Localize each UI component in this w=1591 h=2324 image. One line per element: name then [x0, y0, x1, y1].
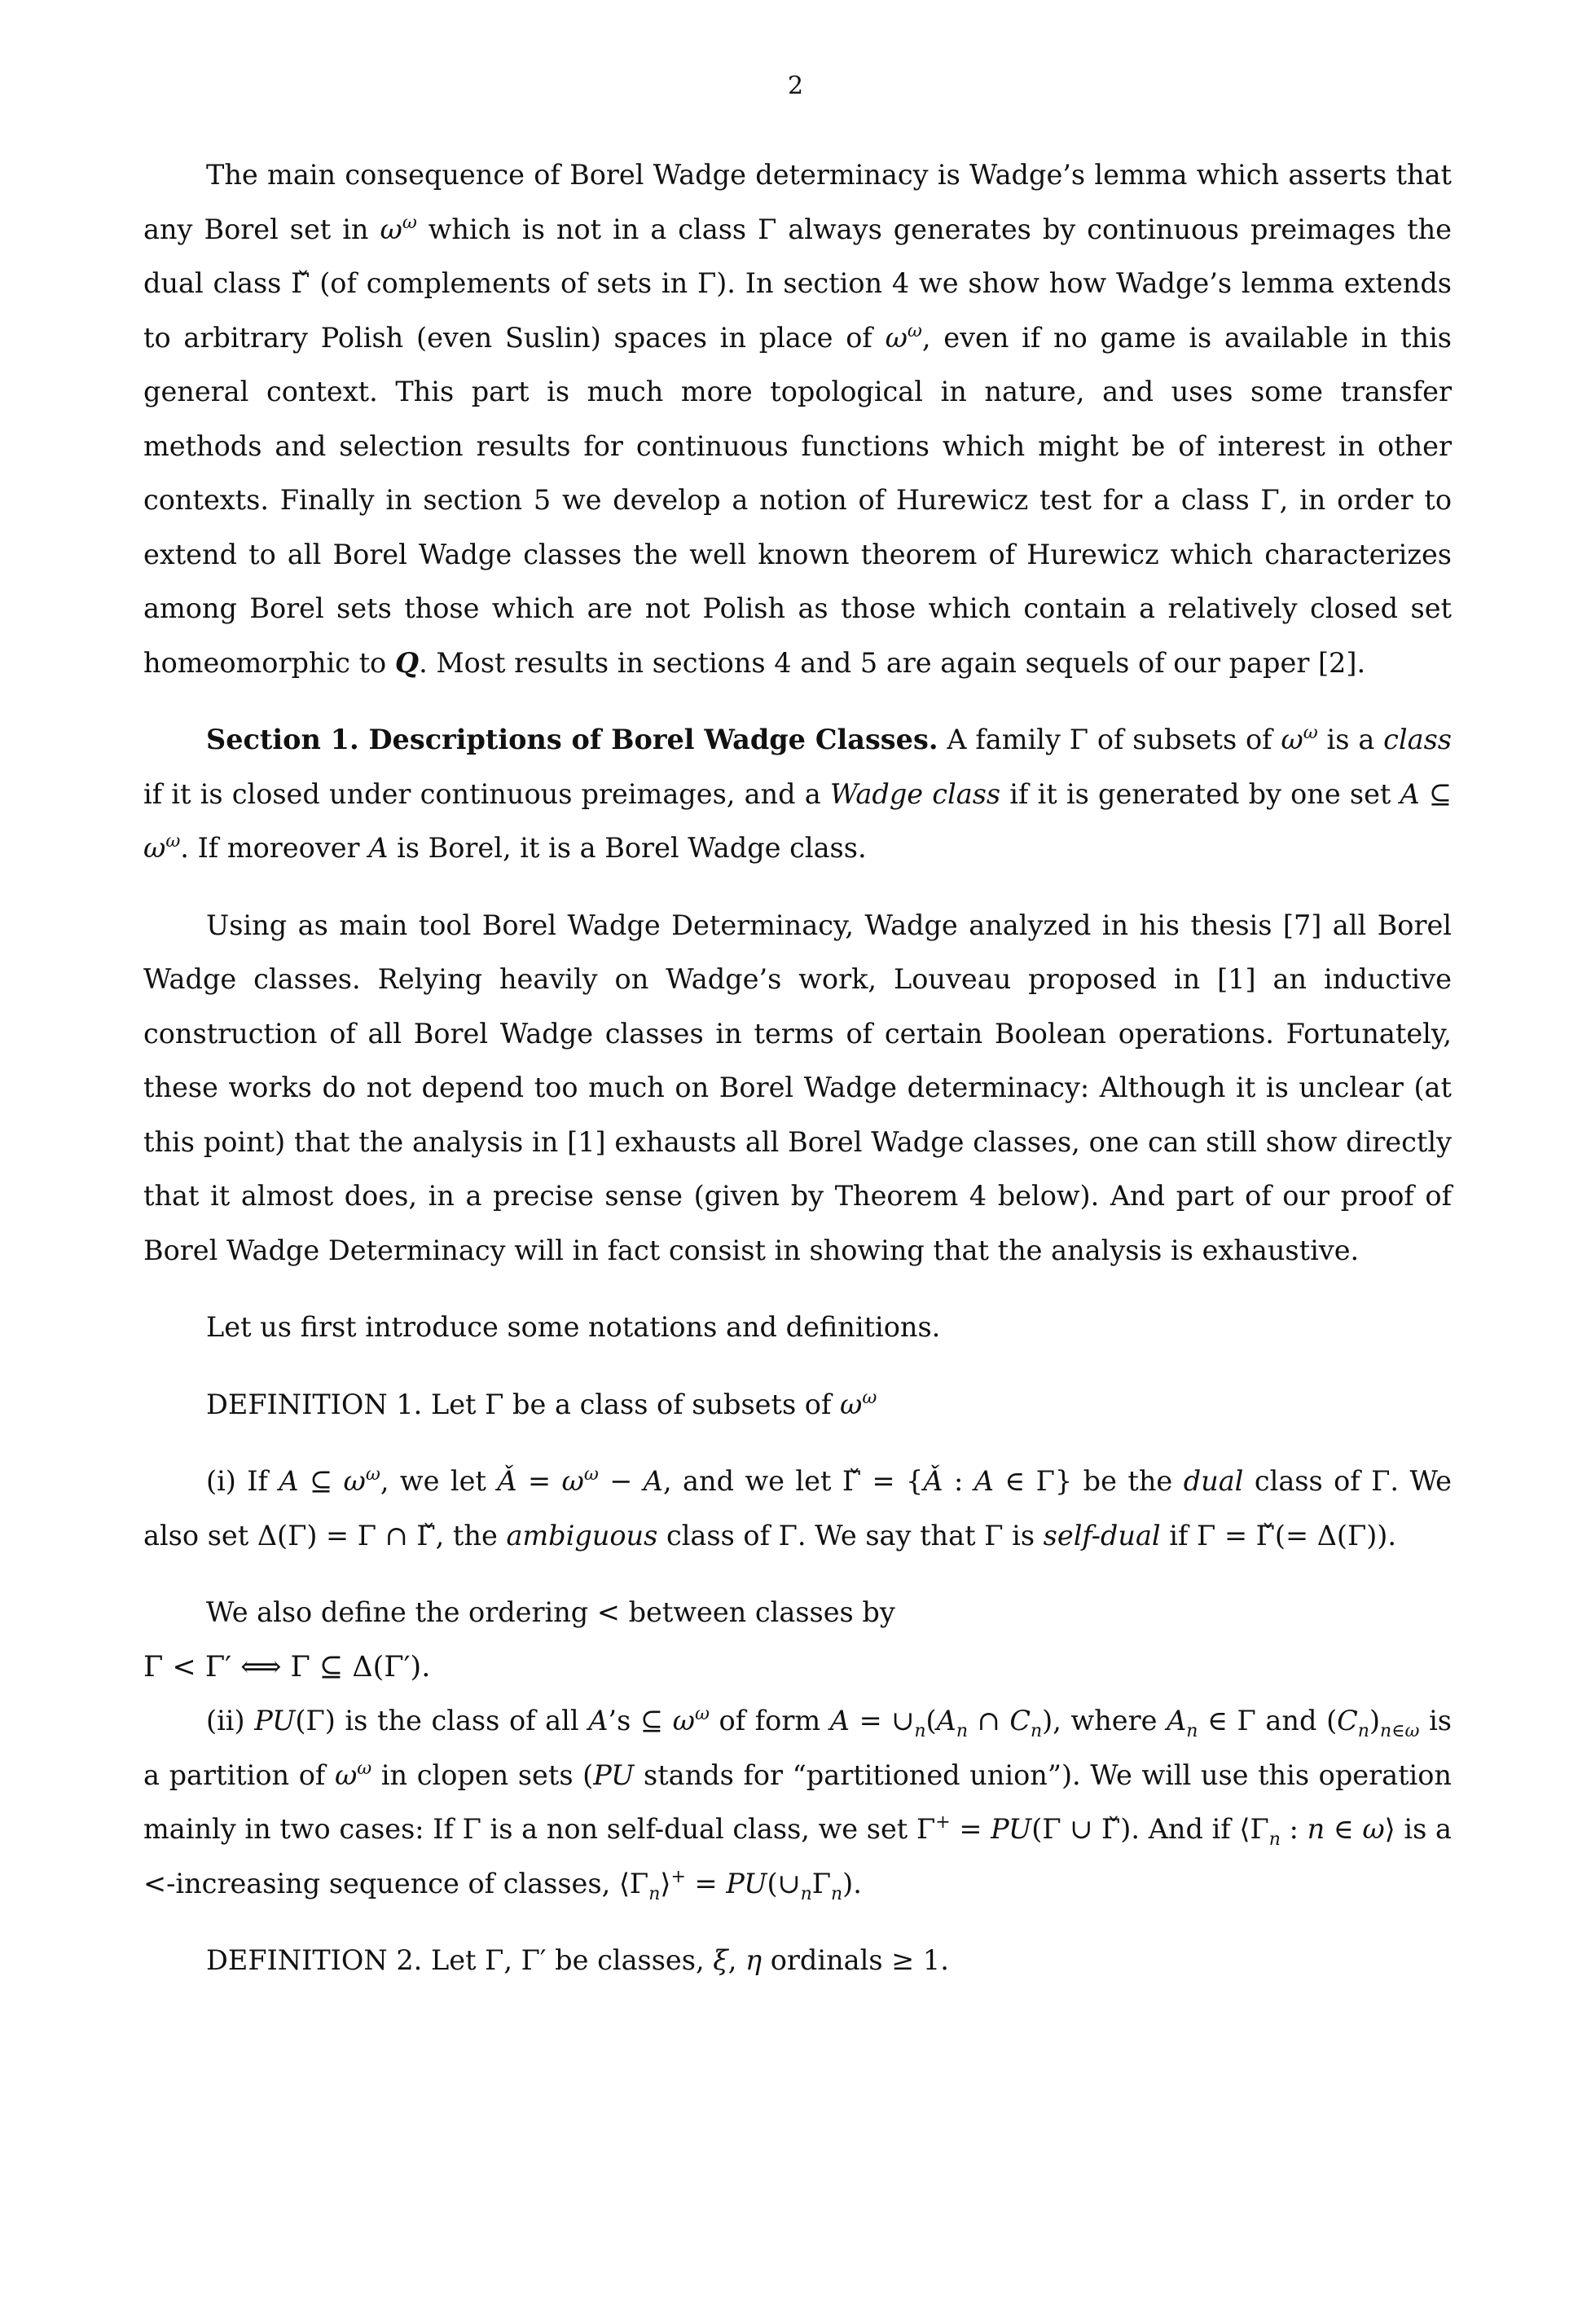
section-1-paragraph: Section 1. Descriptions of Borel Wadge Classes. A family Γ of subsets of $\omega^\omega$ is a class if it is closed under continuous preimages, and a Wadge class if it is generated by one set A ⊆ $\omega^\omega$. If moreover A is Borel, it is a Borel Wadge class.: [143, 723, 1452, 864]
paragraph-intro: The main consequence of Borel Wadge determinacy is Wadge’s lemma which asserts that any Borel set in $\omega^\omega$ which is not in a class Γ always generates by continuous preimages the dual class Γ̌ (of complements of sets in Γ). In section 4 we show how Wadge’s lemma extends to arbitrary Polish (even Suslin) spaces in place of $\omega^\omega$, even if no game is available in this general context. This part is much more topological in nature, and uses some transfer methods and selection results for continuous functions which might be of interest in other contexts. Finally in section 5 we develop a notion of Hurewicz test for a class Γ, in order to extend to all Borel Wadge classes the well known theorem of Hurewicz which characterizes among Borel sets those which are not Polish as those which contain a relatively closed set homeomorphic to Q. Most results in sections 4 and 5 are again sequels of our paper [2].: [143, 159, 1453, 679]
definition-1: DEFINITION 1. Let Γ be a class of subsets of $\omega^\omega$: [206, 1387, 877, 1420]
ordering-formula: Γ < Γ′ ⟺ Γ ⊆ Δ(Γ′).: [143, 1650, 431, 1684]
definition-1-label: DEFINITION 1.: [206, 1388, 423, 1420]
page-number: 2: [787, 72, 804, 100]
section-1-heading: Section 1. Descriptions of Borel Wadge Classes.: [206, 724, 938, 755]
definition-1-item-ii: (ii) PU(Γ) is the class of all A’s ⊆ $\omega^\omega$ of form $A = \cup_n(A_n$ ∩ $C_n$), where $A_n$ ∈ Γ and $(C_n)_{n\in\omega}$ is a partition of $\omega^\omega$ in clopen sets (PU stands for “partitioned union”). We will use this operation mainly in two cases: If Γ is a non self-dual class, we set Γ+ = PU(Γ ∪ Γ̌). And if $⟨\Gamma_n$ : n ∈ ω⟩ is a <-increasing sequence of classes, $⟨\Gamma_n⟩^+$ = $PU(\cup_n\Gamma_n)$.: [143, 1704, 1453, 1904]
page-body: [143, 148, 1452, 1988]
paragraph-let-us: Let us first introduce some notations and definitions.: [206, 1311, 941, 1343]
paragraph-using: Using as main tool Borel Wadge Determinacy, Wadge analyzed in his thesis [7] all Borel Wadge classes. Relying heavily on Wadge’s work, Louveau proposed in [1] an inductive construction of all Borel Wadge classes in terms of certain Boolean operations. Fortunately, these works do not depend too much on Borel Wadge determinacy: Although it is unclear (at this point) that the analysis in [1] exhausts all Borel Wadge classes, one can still show directly that it almost does, in a precise sense (given by Theorem 4 below). And part of our proof of Borel Wadge Determinacy will in fact consist in showing that the analysis is exhaustive.: [143, 909, 1452, 1266]
definition-2-label: DEFINITION 2.: [206, 1944, 423, 1976]
ordering-intro: We also define the ordering < between classes by: [206, 1596, 895, 1628]
definition-2: DEFINITION 2. Let Γ, Γ′ be classes, ξ, η ordinals ≥ 1.: [206, 1944, 949, 1976]
definition-1-item-i: (i) If A ⊆ $\omega^\omega$, we let Ǎ = $\omega^\omega - A$, and we let Γ̌ = {Ǎ : A ∈ Γ} be the dual class of Γ. We also set Δ(Γ) = Γ ∩ Γ̌, the ambiguous class of Γ. We say that Γ is self-dual if Γ = Γ̌(= Δ(Γ)).: [143, 1464, 1452, 1552]
